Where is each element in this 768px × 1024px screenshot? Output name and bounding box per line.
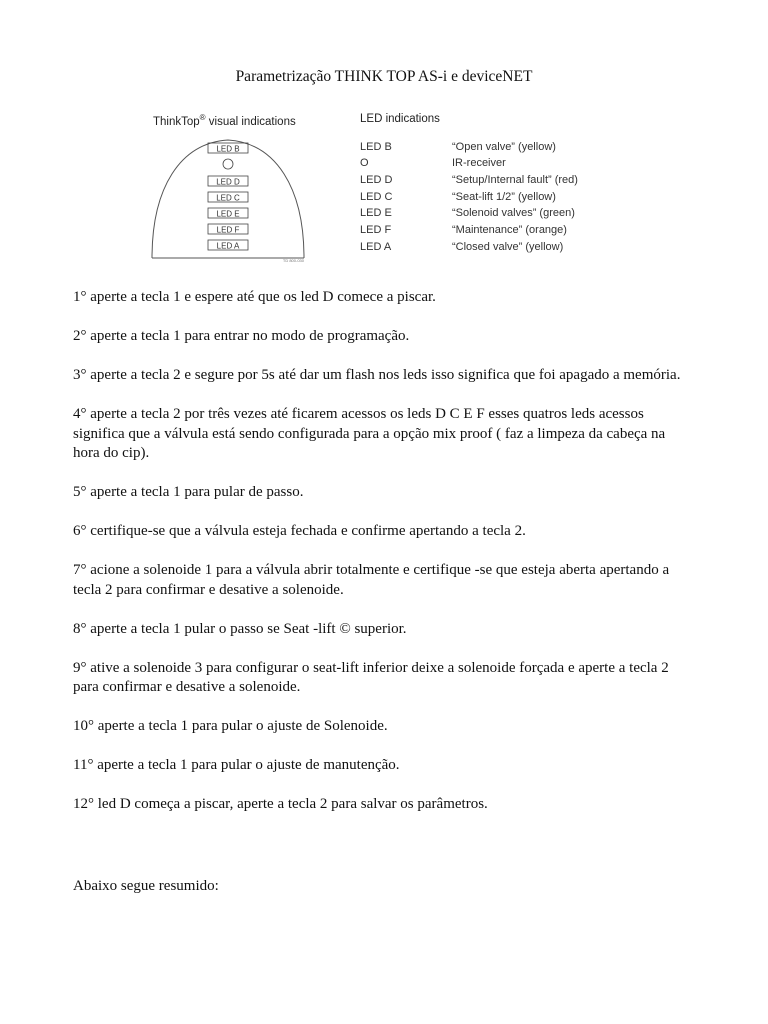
led-code: LED C xyxy=(360,191,393,203)
led-desc: “Closed valve” (yellow) xyxy=(452,241,564,253)
led-code: LED D xyxy=(360,174,393,186)
led-desc: “Seat-lift 1/2” (yellow) xyxy=(452,191,556,203)
figure-left-heading-rest: visual indications xyxy=(205,115,296,128)
step-4: 4° aperte a tecla 2 por três vezes até ficarem acessos os leds D C E F esses quatros leds acessos significa que a válvula está sendo configurada para a opção mix proof ( faz a limpeza da cabeça na hora do cip). xyxy=(73,406,666,461)
thinktop-figure xyxy=(150,108,610,268)
housing-led-a-label: LED A xyxy=(216,241,240,251)
led-code: LED A xyxy=(360,241,392,253)
document-title: Parametrização THINK TOP AS-i e deviceNET xyxy=(235,68,533,85)
led-desc: “Maintenance” (orange) xyxy=(452,224,567,236)
step-7: 7° acione a solenoide 1 para a válvula abrir totalmente e certifique -se que esteja aberta apertando a tecla 2 para confirmar e desative a solenoide. xyxy=(73,562,670,598)
led-code: O xyxy=(360,157,369,169)
figure-right-heading: LED indications xyxy=(360,113,440,125)
housing-led-c-label: LED C xyxy=(216,193,240,203)
step-12: 12° led D começa a piscar, aperte a tecla 2 para salvar os parâmetros. xyxy=(73,796,488,812)
led-code: LED E xyxy=(360,207,392,219)
housing-led-b-label: LED B xyxy=(216,144,240,154)
figure-left-heading-brand: ThinkTop xyxy=(153,115,200,128)
summary-text: Abaixo segue resumido: xyxy=(73,878,219,894)
led-desc: “Setup/Internal fault” (red) xyxy=(452,174,578,186)
step-10: 10° aperte a tecla 1 para pular o ajuste de Solenoide. xyxy=(73,718,388,734)
step-6: 6° certifique-se que a válvula esteja fechada e confirme apertando a tecla 2. xyxy=(73,523,526,539)
steps-list xyxy=(73,288,693,834)
step-2: 2° aperte a tecla 1 para entrar no modo de programação. xyxy=(73,328,410,344)
step-1: 1° aperte a tecla 1 e espere até que os led D comece a piscar. xyxy=(73,289,436,305)
led-desc: IR-receiver xyxy=(452,157,506,169)
registered-mark: ® xyxy=(199,113,206,122)
step-5: 5° aperte a tecla 1 para pular de passo. xyxy=(73,484,304,500)
led-desc: “Open valve” (yellow) xyxy=(452,141,556,153)
figure-code: TD 800-030 xyxy=(282,258,304,263)
led-desc: “Solenoid valves” (green) xyxy=(452,207,575,219)
housing-led-f-label: LED F xyxy=(216,225,240,235)
thinktop-housing-diagram xyxy=(150,108,320,268)
ir-receiver-icon xyxy=(223,159,233,169)
step-3: 3° aperte a tecla 2 e segure por 5s até dar um flash nos leds isso significa que foi apagado a memória. xyxy=(73,367,681,383)
housing-led-d-label: LED D xyxy=(216,177,240,187)
step-11: 11° aperte a tecla 1 para pular o ajuste de manutenção. xyxy=(73,757,400,773)
housing-led-e-label: LED E xyxy=(216,209,240,219)
led-code: LED B xyxy=(360,141,392,153)
led-code: LED F xyxy=(360,224,392,236)
step-9: 9° ative a solenoide 3 para configurar o seat-lift inferior deixe a solenoide forçada e aperte a tecla 2 para confirmar e desative a solenoide. xyxy=(73,659,669,695)
step-8: 8° aperte a tecla 1 pular o passo se Seat -lift © superior. xyxy=(73,620,407,637)
